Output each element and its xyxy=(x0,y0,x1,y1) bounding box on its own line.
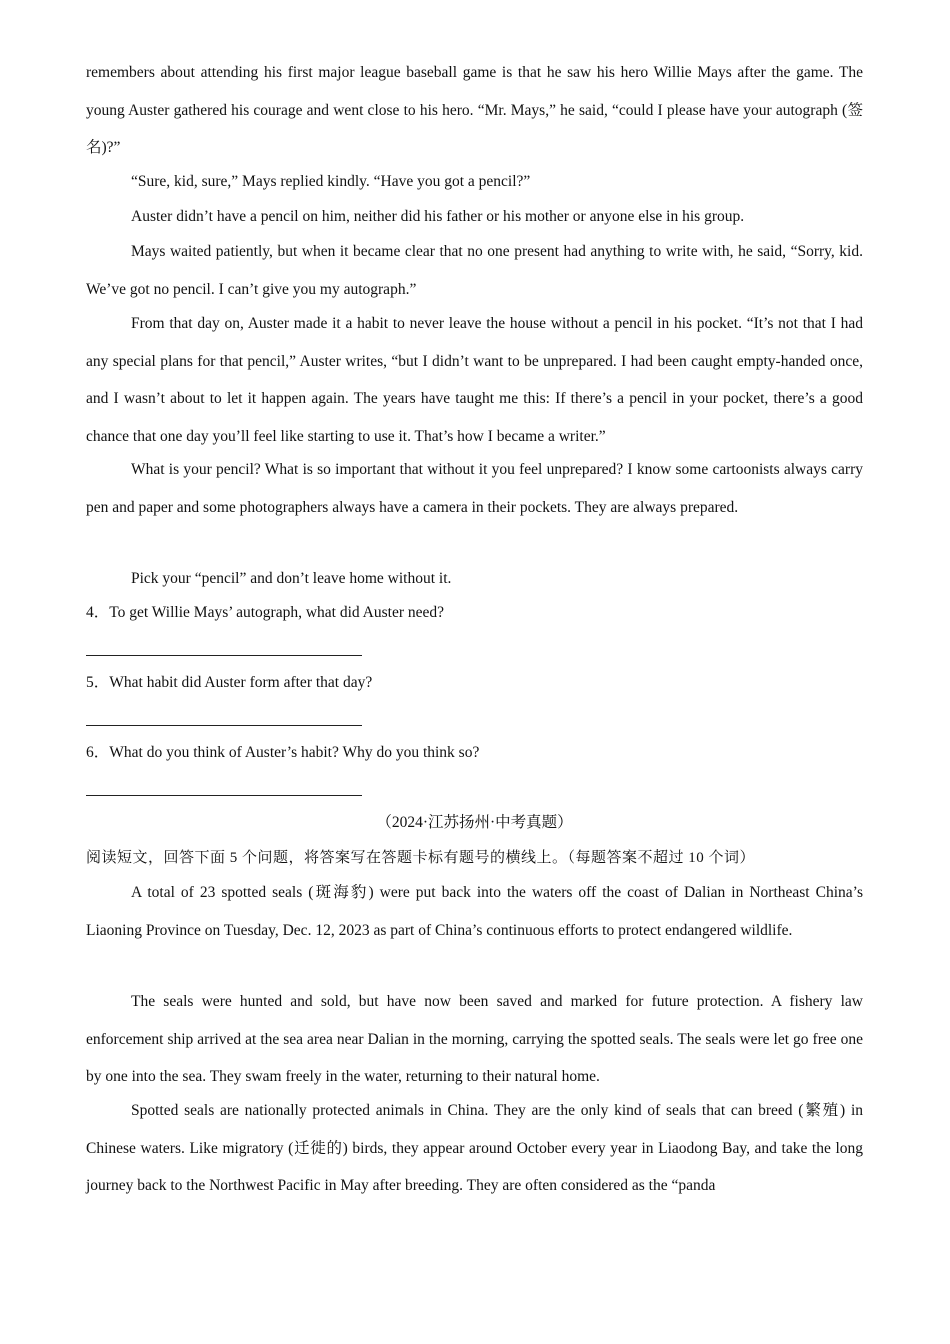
answer-line-6[interactable] xyxy=(86,795,362,796)
section2-source: （2024·江苏扬州·中考真题） xyxy=(376,814,573,831)
answer-line-4[interactable] xyxy=(86,655,362,656)
question-6: 6．What do you think of Auster’s habit? Why do you think so? xyxy=(86,744,480,761)
section2-paragraph-1: A total of 23 spotted seals (斑海豹) were put back into the waters off the coast of Dalian in Northeast China’s Liaoning Province on Tuesday, Dec. 12, 2023 as part of China’s continuous efforts to protect endangered wildlife. xyxy=(86,884,863,939)
passage1-paragraph-5: From that day on, Auster made it a habit to never leave the house without a pencil in his pocket. “It’s not that I had any special plans for that pencil,” Auster writes, “but I didn’t want to be unprepared. I had been caught empty-handed once, and I wasn’t about to let it happen again. The years have taught me this: If there’s a pencil in your pocket, there’s a good chance that one day you’ll feel like starting to use it. That’s how I became a writer.” xyxy=(86,315,863,445)
passage1-paragraph-7: Pick your “pencil” and don’t leave home without it. xyxy=(131,570,452,587)
passage1-paragraph-2: “Sure, kid, sure,” Mays replied kindly. “Have you got a pencil?” xyxy=(131,173,531,190)
section2-paragraph-3: Spotted seals are nationally protected animals in China. They are the only kind of seals that can breed (繁殖) in Chinese waters. Like migratory (迁徙的) birds, they appear around October every year in Liaodong Bay, and take the long journey back to the Northwest Pacific in May after breeding. They are often considered as the “panda xyxy=(86,1102,863,1194)
passage1-paragraph-3: Auster didn’t have a pencil on him, neither did his father or his mother or anyone else in his group. xyxy=(131,208,745,225)
question-4: 4．To get Willie Mays’ autograph, what did Auster need? xyxy=(86,604,445,621)
passage1-paragraph-4: Mays waited patiently, but when it became clear that no one present had anything to write with, he said, “Sorry, kid. We’ve got no pencil. I can’t give you my autograph.” xyxy=(86,243,863,298)
question-5: 5．What habit did Auster form after that day? xyxy=(86,674,373,691)
section2-paragraph-2: The seals were hunted and sold, but have now been saved and marked for future protection. A fishery law enforcement ship arrived at the sea area near Dalian in the morning, carrying the spotted seals. The seals were let go free one by one into the sea. They swam freely in the water, returning to their natural home. xyxy=(86,993,863,1085)
answer-line-5[interactable] xyxy=(86,725,362,726)
passage1-paragraph-6: What is your pencil? What is so important that without it you feel unprepared? I know some cartoonists always carry pen and paper and some photographers always have a camera in their pockets. They are always prepared. xyxy=(86,461,863,516)
section2-instruction: 阅读短文，回答下面 5 个问题，将答案写在答题卡标有题号的横线上。（每题答案不超过 10 个词） xyxy=(86,850,756,866)
passage1-paragraph-1: remembers about attending his first major league baseball game is that he saw his hero Willie Mays after the game. The young Auster gathered his courage and went close to his hero. “Mr. Mays,” he said, “could I please have your autograph (签名)?” xyxy=(86,64,863,156)
